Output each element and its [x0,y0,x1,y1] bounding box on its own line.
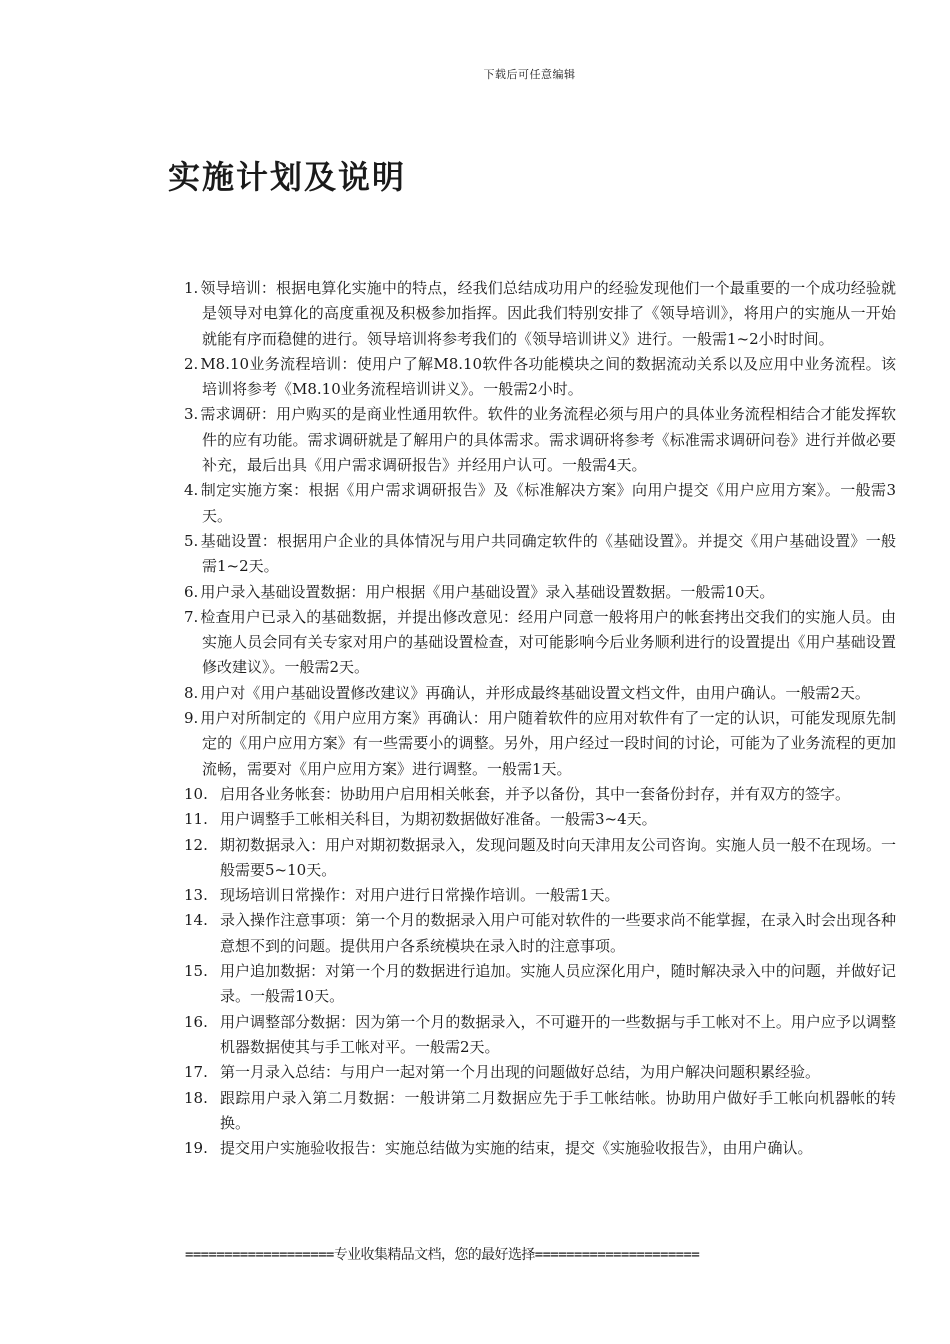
item-number: 18. [184,1088,208,1107]
item-number: 10. [184,784,208,803]
item-number: 3. [184,405,199,424]
item-text: 制定实施方案：根据《用户需求调研报告》及《标准解决方案》向用户提交《用户应用方案》。一般需3天。 [200,481,896,525]
list-item [184,352,896,403]
item-text: 领导培训：根据电算化实施中的特点，经我们总结成功用户的经验发现他们一个最重要的一个成功经验就是领导对电算化的高度重视及积极参加指挥。因此我们特别安排了《领导培训》，将用户的实施从一开始就能有序而稳健的进行。领导培训将参考我们的《领导培训讲义》进行。一般需1~2小时时间。 [200,279,896,348]
item-number: 5. [184,531,199,550]
list-item [184,402,896,478]
list-item [184,833,896,884]
item-number: 17. [184,1063,208,1082]
item-text: 基础设置：根据用户企业的具体情况与用户共同确定软件的《基础设置》。并提交《用户基础设置》一般需1~2天。 [200,531,896,576]
list-item [184,706,896,782]
list-item [184,807,896,832]
item-text: 用户追加数据：对第一个月的数据进行追加。实施人员应深化用户，随时解决录入中的问题，并做好记录。一般需10天。 [220,962,896,1006]
list-item [184,1010,896,1061]
item-text: 录入操作注意事项：第一个月的数据录入用户可能对软件的一些要求尚不能掌握，在录入时会出现各种意想不到的问题。提供用户各系统模块在录入时的注意事项。 [220,911,896,955]
item-text: 启用各业务帐套：协助用户启用相关帐套，并予以备份，其中一套备份封存，并有双方的签字。 [220,784,851,803]
item-number: 7. [184,607,199,626]
item-text: 提交用户实施验收报告：实施总结做为实施的结束，提交《实施验收报告》，由用户确认。 [220,1139,813,1158]
list-item [184,1136,896,1161]
item-number: 1. [184,279,199,297]
list-item [184,959,896,1010]
implementation-steps-list [184,276,896,1161]
footer-note: ===================专业收集精品文档，您的最好选择===================== [185,1247,700,1263]
item-text: 用户调整手工帐相关科目，为期初数据做好准备。一般需3~4天。 [220,810,657,829]
item-number: 13. [184,886,208,905]
item-text: 用户对《用户基础设置修改建议》再确认，并形成最终基础设置文档文件，由用户确认。一般需2天。 [200,683,870,702]
item-number: 16. [184,1012,208,1031]
item-number: 4. [184,481,199,500]
page-title: 实施计划及说明 [168,158,407,196]
item-number: 9. [184,709,199,728]
list-item [184,478,896,529]
item-text: 第一月录入总结：与用户一起对第一个月出现的问题做好总结，为用户解决问题积累经验。 [220,1063,821,1082]
item-number: 8. [184,683,199,702]
item-text: 期初数据录入：用户对期初数据录入，发现问题及时向天津用友公司咨询。实施人员一般不在现场。一般需要5~10天。 [220,835,896,879]
item-number: 14. [184,911,208,930]
item-number: 11. [184,810,208,829]
item-text: 现场培训日常操作：对用户进行日常操作培训。一般需1天。 [220,886,620,905]
list-item [184,580,896,605]
item-text: 跟踪用户录入第二月数据：一般讲第二月数据应先于手工帐结帐。协助用户做好手工帐向机器帐的转换。 [220,1088,896,1132]
header-note: 下载后可任意编辑 [483,68,576,81]
item-text: 需求调研：用户购买的是商业性通用软件。软件的业务流程必须与用户的具体业务流程相结合才能发挥软件的应有功能。需求调研就是了解用户的具体需求。需求调研将参考《标准需求调研问卷》进行并做必要补充，最后出具《用户需求调研报告》并经用户认可。一般需4天。 [200,405,896,475]
list-item [184,908,896,959]
list-item [184,276,896,352]
item-number: 6. [184,582,199,601]
list-item [184,529,896,580]
list-item [184,883,896,908]
item-text: 用户对所制定的《用户应用方案》再确认：用户随着软件的应用对软件有了一定的认识，可能发现原先制定的《用户应用方案》有一些需要小的调整。另外，用户经过一段时间的讨论，可能为了业务流程的更加流畅，需要对《用户应用方案》进行调整。一般需1天。 [200,709,896,778]
item-number: 2. [184,354,199,373]
item-number: 12. [184,835,208,854]
item-number: 15. [184,962,208,981]
item-text: 用户调整部分数据：因为第一个月的数据录入，不可避开的一些数据与手工帐对不上。用户应予以调整机器数据使其与手工帐对平。一般需2天。 [220,1012,896,1056]
item-text: 检查用户已录入的基础数据，并提出修改意见：经用户同意一般将用户的帐套拷出交我们的实施人员。由实施人员会同有关专家对用户的基础设置检查，对可能影响今后业务顺利进行的设置提出《用户基础设置修改建议》。一般需2天。 [200,607,896,677]
list-item [184,681,896,706]
list-item [184,1060,896,1085]
list-item [184,1086,896,1137]
list-item [184,782,896,807]
item-text: 用户录入基础设置数据：用户根据《用户基础设置》录入基础设置数据。一般需10天。 [200,582,775,601]
list-item [184,605,896,681]
item-text: M8.10业务流程培训：使用户了解M8.10软件各功能模块之间的数据流动关系以及应用中业务流程。该培训将参考《M8.10业务流程培训讲义》。一般需2小时。 [200,354,896,399]
item-number: 19. [184,1139,208,1158]
